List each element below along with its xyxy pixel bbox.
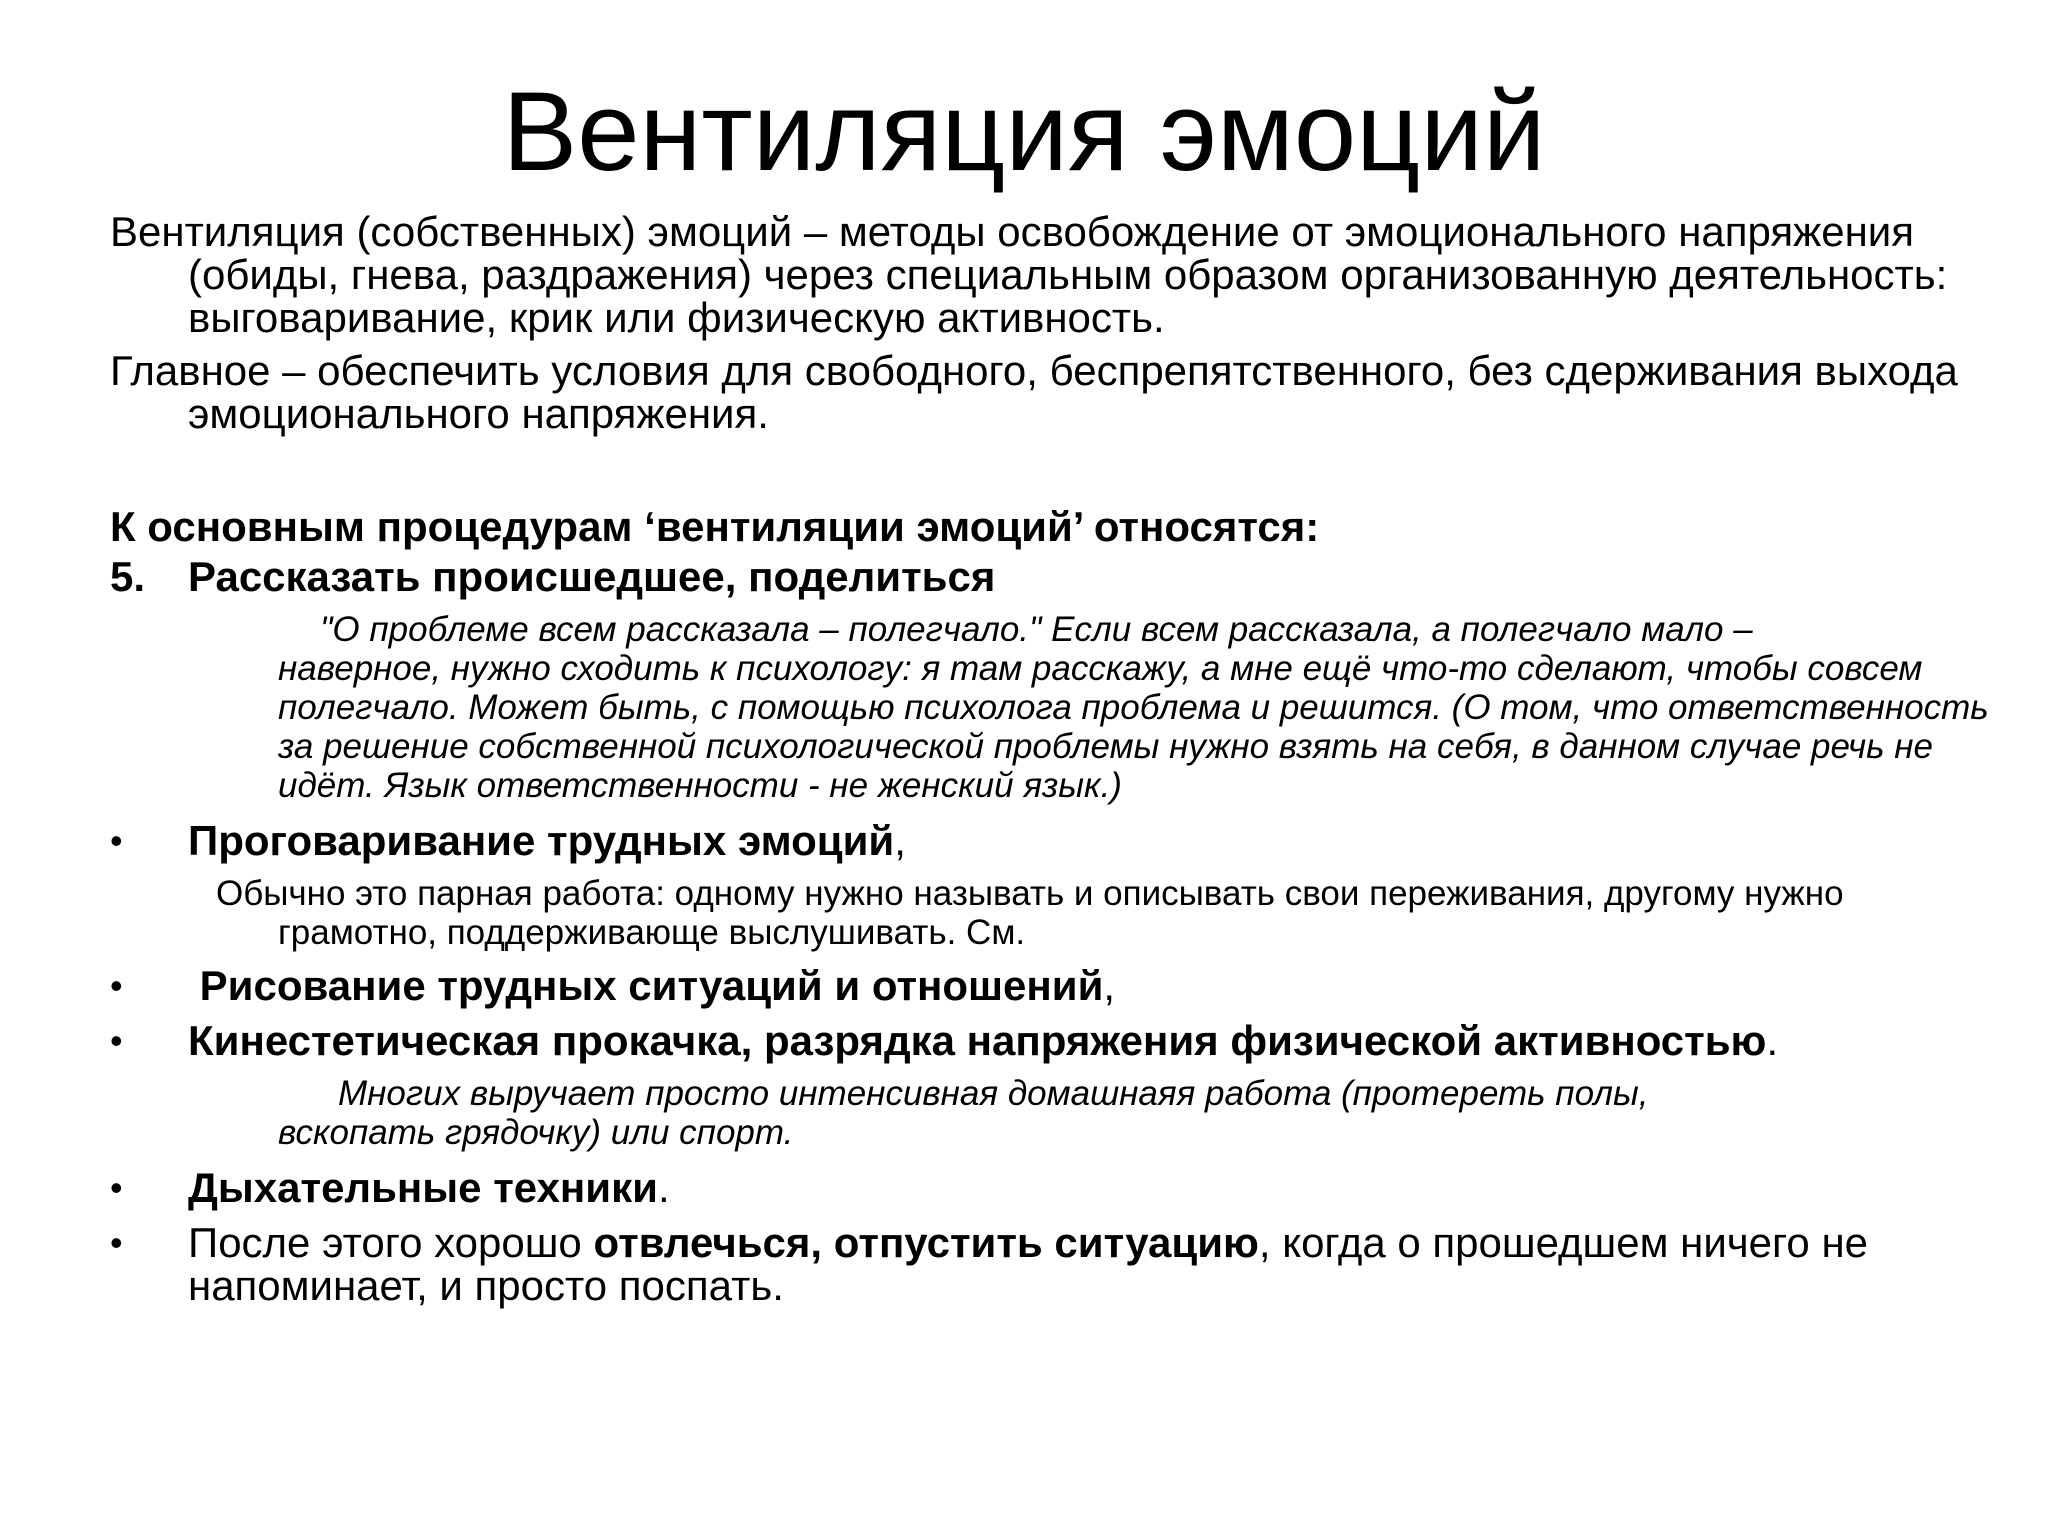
procedures-heading: К основным процедурам ‘вентиляции эмоций’ относятся: — [110, 503, 1320, 550]
bullet-marker: • — [110, 1222, 123, 1263]
slide-title: Вентиляция эмоций — [502, 69, 1546, 194]
bullet-marker: • — [110, 1020, 123, 1061]
list-item-tell-text: Рассказать происшедшее, поделиться — [188, 553, 996, 600]
quote-tell-rest: наверное, нужно сходить к психологу: я там расскажу, а мне ещё что-то сделают, чтобы совсем полегчало. Может быть, с помощью психолога проблема и решится. (О том, что ответственность за решение собственной психологической проблемы нужно взять на себя, в данном случае речь не идёт. Язык ответственности - не женский язык.) — [278, 649, 1989, 805]
list-item-let-go — [110, 1221, 1990, 1307]
list-number-marker: 5. — [110, 553, 146, 600]
quote-kinesthetic-first-line: Многих выручает просто интенсивная домашнаяя работа (протереть полы, — [338, 1074, 1649, 1113]
quote-tell-first-line: "О проблеме всем рассказала – полегчало." Если всем рассказала, а полегчало мало – — [320, 610, 1753, 649]
list-item-drawing-bold: Рисование трудных ситуаций и отношений — [188, 962, 1104, 1009]
list-item-breathing-bold: Дыхательные техники — [188, 1164, 658, 1211]
list-item-let-go-pre: После этого хорошо — [188, 1219, 594, 1266]
bullet-marker: • — [110, 820, 123, 861]
list-item-let-go-post: , когда о прошедшем ничего не напоминает, и просто поспать. — [188, 1219, 1868, 1309]
list-item-drawing-tail: , — [1103, 962, 1116, 1009]
list-item-kinesthetic — [110, 1019, 1990, 1062]
list-item-kinesthetic-bold: Кинестетическая прокачка, разрядка напряжения физической активностью — [188, 1017, 1767, 1064]
bullet-marker: • — [110, 965, 123, 1006]
list-item-verbalize-bold: Проговаривание трудных эмоций — [188, 817, 895, 864]
intro-paragraph-1: Вентиляция (собственных) эмоций – методы освобождение от эмоционального напряжения (обиды, гнева, раздражения) через специальным образом организованную деятельность: выговаривание, крик или физическую активность. — [110, 208, 1948, 341]
intro-paragraph-2: Главное – обеспечить условия для свободного, беспрепятственного, без сдерживания выхода эмоционального напряжения. — [110, 347, 1958, 437]
list-item-let-go-bold: отвлечься, отпустить ситуацию — [593, 1219, 1259, 1266]
quote-tell — [110, 610, 1990, 805]
note-verbalize: Обычно это парная работа: одному нужно называть и описывать свои переживания, другому нужно грамотно, поддерживающе выслушивать. См. — [216, 874, 1844, 952]
list-item-breathing-tail: . — [657, 1164, 670, 1211]
quote-kinesthetic — [110, 1074, 1990, 1152]
spacer — [110, 445, 1990, 501]
list-item-kinesthetic-tail: . — [1766, 1017, 1779, 1064]
list-item-verbalize — [110, 819, 1990, 862]
list-item-breathing — [110, 1166, 1990, 1209]
quote-kinesthetic-rest: вскопать грядочку) или спорт. — [278, 1113, 794, 1152]
list-item-drawing — [110, 964, 1990, 1007]
bullet-marker: • — [110, 1167, 123, 1208]
slide-body — [110, 210, 1990, 1319]
list-item-tell — [110, 555, 1990, 598]
list-item-verbalize-tail: , — [894, 817, 906, 864]
